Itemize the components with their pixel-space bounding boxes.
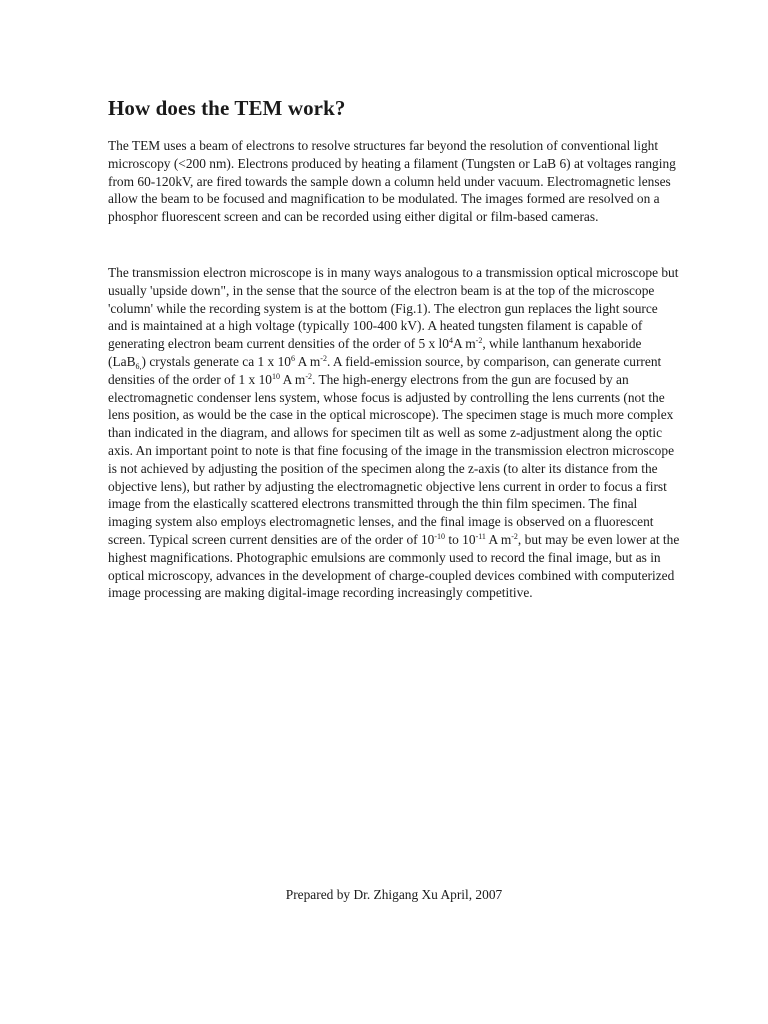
superscript: -2	[511, 531, 518, 541]
superscript: -2	[320, 353, 327, 363]
text-run: A m	[452, 336, 476, 352]
superscript: 4	[448, 336, 453, 346]
text-run: A m	[280, 371, 306, 387]
body-paragraph	[108, 264, 680, 602]
text-run: . The high-energy electrons from the gun are focused by an electromagnetic condenser lens system, whose focus is adjusted by controlling the lens currents (not the lens position, as would be the case in the optical microscope). The specimen stage is much more complex than indicated in the diagram, and allows for specimen tilt as well as some z-adjustment along the optic axis. An important point to note is that fine focusing of the image in the transmission electron microscope is not achieved by adjusting the position of the specimen along the z-axis (to alter its distance from the objective lens), but rather by adjusting the electromagnetic objective lens current in order to focus a first image from the elastically scattered electrons transmitted through the thin film specimen. The final imaging system also employs electromagnetic lenses, and the final image is observed on a fluorescent screen. Typical screen current densities are of the order of 10	[108, 371, 675, 547]
page-title: How does the TEM work?	[108, 96, 346, 120]
superscript: -2	[305, 371, 312, 381]
text-run: to 10	[445, 531, 476, 547]
text-run: ) crystals generate ca 1 x 10	[141, 353, 291, 369]
superscript: 6	[290, 353, 295, 363]
text-run: , while lanthanum hexaboride (LaB	[108, 336, 642, 369]
text-run: A m	[294, 353, 321, 369]
text-run: A m	[485, 531, 512, 547]
superscript: -11	[475, 531, 486, 541]
superscript: 10	[272, 371, 280, 381]
intro-paragraph: The TEM uses a beam of electrons to resolve structures far beyond the resolution of conventional light microscopy (<200 nm). Electrons produced by heating a filament (Tungsten or LaB 6) at voltages ranging from 60-120kV, are fired towards the sample down a column held under vacuum. Electromagnetic lenses allow the beam to be focused and magnification to be modulated. The images formed are resolved on a phosphor fluorescent screen and can be recorded using either digital or film-based cameras.	[108, 138, 676, 225]
subscript: 6,	[135, 361, 142, 371]
text-run: . A field-emission source, by comparison, can generate current densities of the order of 1 x 10	[108, 353, 662, 387]
text-run: The transmission electron microscope is in many ways analogous to a transmission optical microscope but usually 'upside down", in the sense that the source of the electron beam is at the top of the microscope 'column' while the recording system is at the bottom (Fig.1). The electron gun replaces the light source and is maintained at a high voltage (typically 100-400 kV). A heated tungsten filament is capable of generating electron beam current densities of the order of 5 x l0	[108, 265, 679, 352]
text-run: , but may be even lower at the highest magnifications. Photographic emulsions are commonly used to record the final image, but as in optical microscopy, advances in the development of charge-coupled devices combined with computerized image processing are making digital-image recording increasingly competitive.	[108, 531, 680, 601]
superscript: -10	[434, 531, 446, 541]
author-footer: Prepared by Dr. Zhigang Xu April, 2007	[285, 887, 503, 902]
superscript: -2	[475, 336, 483, 346]
